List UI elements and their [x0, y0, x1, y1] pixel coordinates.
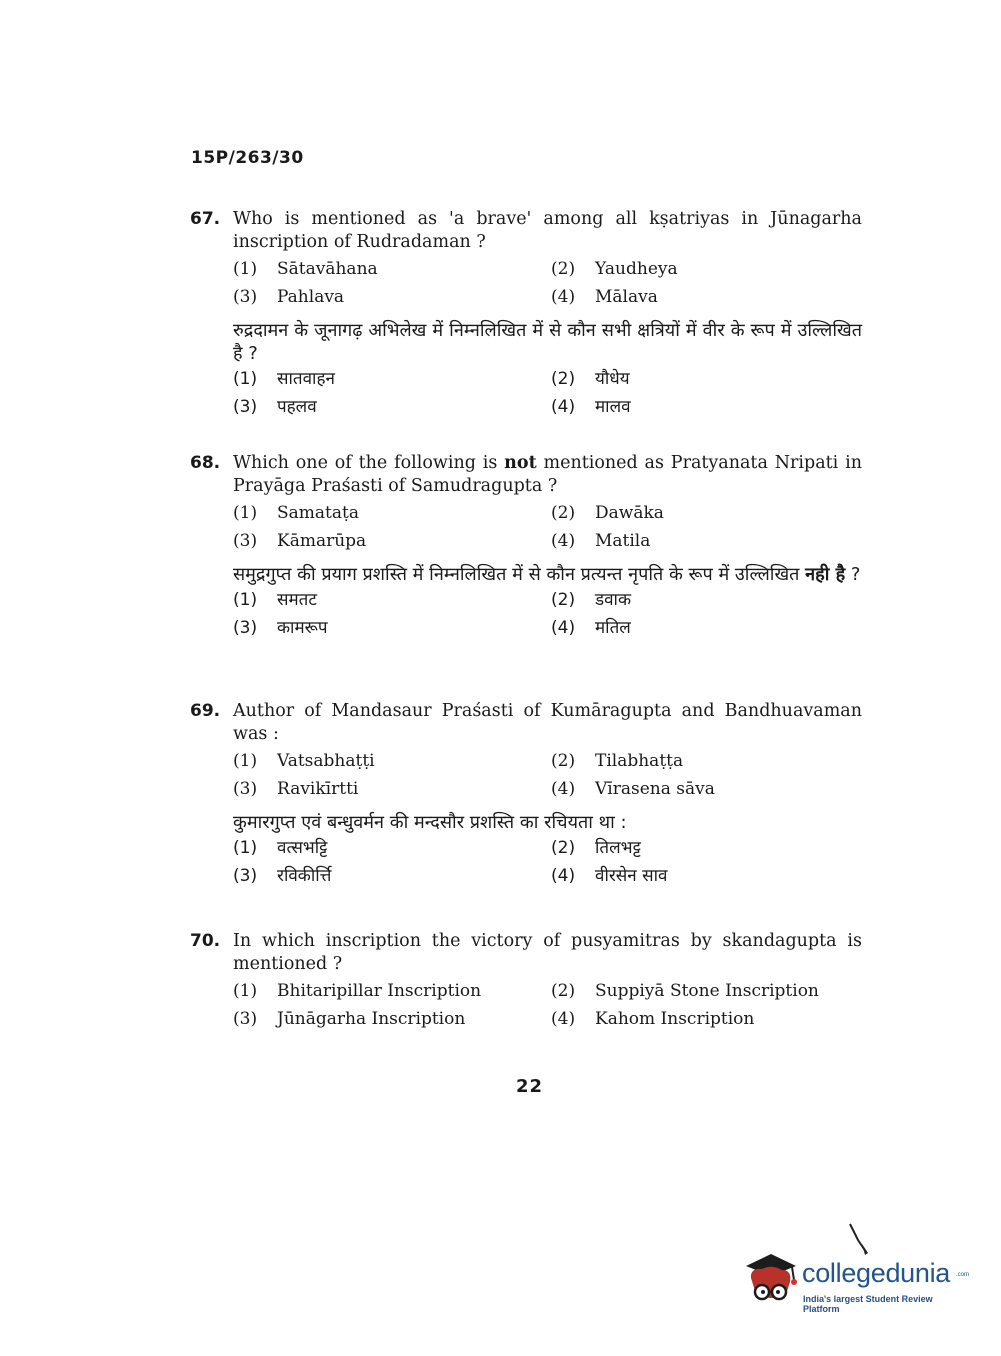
- option-4: (4) Mālava: [551, 287, 658, 307]
- option-1: (1) Sātavāhana: [233, 259, 378, 279]
- question-68: [190, 452, 862, 640]
- option-2: (2) Dawāka: [551, 503, 664, 523]
- option-3: (3) Jūnāgarha Inscription: [233, 1009, 466, 1029]
- hindi-question-text: कुमारगुप्त एवं बन्धुवर्मन की मन्दसौर प्रशस्ति का रचियता था :: [233, 812, 627, 833]
- hindi-question-text: समुद्रगुप्त की प्रयाग प्रशस्ति में निम्नलिखित में से कौन प्रत्यन्त नृपति के रूप में उल्लिखित नही है ?: [233, 564, 861, 585]
- page-number: 22: [516, 1076, 544, 1097]
- brand-name: collegedunia: [802, 1258, 951, 1288]
- hindi-option-4: (4) वीरसेन साव: [551, 866, 668, 886]
- question-67: [190, 208, 862, 419]
- hindi-option-1: (1) सातवाहन: [233, 369, 335, 389]
- hindi-option-2: (2) यौधेय: [551, 369, 630, 389]
- hindi-option-3: (3) पहलव: [233, 397, 317, 417]
- question-69: [190, 700, 862, 888]
- question-number: 67.: [190, 209, 221, 229]
- option-3: (3) Pahlava: [233, 287, 345, 307]
- hindi-option-4: (4) मालव: [551, 397, 631, 417]
- question-number: 68.: [190, 453, 221, 473]
- option-3: (3) Kāmarūpa: [233, 531, 367, 551]
- hindi-option-3: (3) कामरूप: [233, 618, 328, 638]
- collegedunia-logo[interactable]: [742, 1252, 970, 1314]
- option-4: (4) Vīrasena sāva: [551, 779, 715, 799]
- option-2: (2) Suppiyā Stone Inscription: [551, 981, 819, 1001]
- option-2: (2) Tilabhaṭṭa: [551, 751, 684, 771]
- option-4: (4) Kahom Inscription: [551, 1009, 755, 1029]
- question-text: Which one of the following is not mentioned as Pratyanata Nripati in Prayāga Praśasti of Samudragupta ?: [233, 453, 862, 496]
- hindi-question-text: रुद्रदामन के जूनागढ़ अभिलेख में निम्नलिखित में से कौन सभी क्षत्रियों में वीर के रूप में उल्लिखित है ?: [233, 320, 862, 364]
- question-number: 69.: [190, 701, 221, 721]
- option-4: (4) Matila: [551, 531, 651, 551]
- question-text: Who is mentioned as 'a brave' among all kṣatriyas in Jūnagarha inscription of Rudradaman ?: [233, 209, 862, 252]
- hindi-option-1: (1) वत्सभट्टि: [233, 838, 328, 858]
- hindi-option-2: (2) डवाक: [551, 590, 632, 610]
- brand-tagline: India's largest Student Review Platform: [803, 1294, 933, 1314]
- hindi-option-2: (2) तिलभट्ट: [551, 838, 641, 858]
- option-3: (3) Ravikīrtti: [233, 779, 359, 799]
- question-number: 70.: [190, 931, 221, 951]
- mascot-icon: [742, 1252, 800, 1310]
- brand-domain: .com: [956, 1272, 970, 1278]
- hindi-option-4: (4) मतिल: [551, 618, 631, 638]
- option-2: (2) Yaudheya: [551, 259, 678, 279]
- pen-mark-icon: [846, 1222, 874, 1256]
- paper-code: 15P/263/30: [191, 148, 304, 168]
- option-1: (1) Vatsabhaṭṭi: [233, 751, 375, 771]
- hindi-option-1: (1) समतट: [233, 590, 317, 610]
- option-1: (1) Bhitaripillar Inscription: [233, 981, 482, 1001]
- hindi-option-3: (3) रविकीर्त्ति: [233, 866, 332, 886]
- question-70: [190, 930, 862, 1031]
- option-1: (1) Samataṭa: [233, 503, 359, 523]
- question-text: Author of Mandasaur Praśasti of Kumāragupta and Bandhuavaman was :: [233, 701, 862, 744]
- question-text: In which inscription the victory of pusyamitras by skandagupta is mentioned ?: [233, 931, 862, 974]
